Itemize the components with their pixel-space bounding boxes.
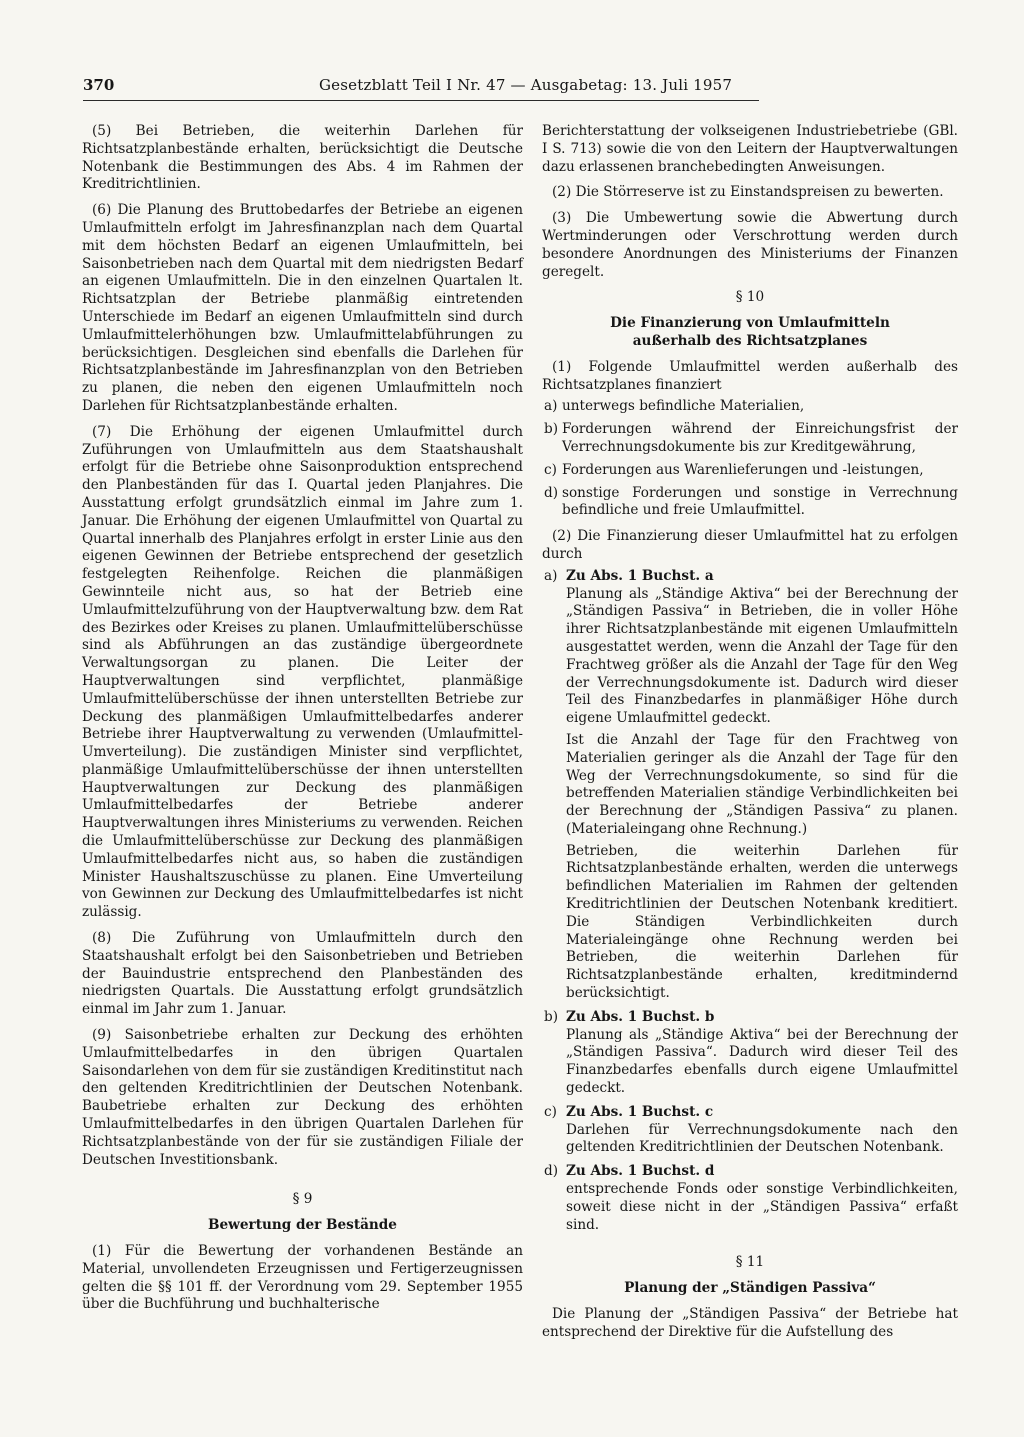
subsection-title: Zu Abs. 1 Buchst. d xyxy=(566,1163,715,1180)
paragraph-8: (8) Die Zuführung von Umlaufmitteln durch den Staatshaushalt erfolgt bei den Saisonbetrieben und Betrieben der Bauindustrie entsprechend den Planbeständen des niedrigsten Quartals. Die Ausstattung erfolgt grundsätzlich einmal im Jahr zum 1. Januar. xyxy=(82,930,523,1018)
section-10-intro: (1) Folgende Umlaufmittel werden außerhalb des Richtsatzplanes finanziert xyxy=(542,358,958,393)
list-item-mark: d) xyxy=(544,484,559,501)
section-9-paragraph-2: (2) Die Störreserve ist zu Einstandspreisen zu bewerten. xyxy=(552,184,944,201)
subsection-mark: c) xyxy=(544,1103,557,1120)
list-item-mark: a) xyxy=(544,398,558,415)
subsection-heading xyxy=(542,1104,958,1122)
subsection-title: Zu Abs. 1 Buchst. a xyxy=(566,567,714,584)
subsection-c xyxy=(542,1104,958,1157)
subsection-mark: a) xyxy=(544,567,558,584)
section-11-number: § 11 xyxy=(735,1254,765,1271)
subsection-heading xyxy=(542,1163,958,1181)
subsection-heading xyxy=(542,568,958,586)
subsection-mark: d) xyxy=(544,1163,559,1180)
section-9-paragraph-3: (3) Die Umbewertung sowie die Abwertung durch Wertminderungen oder Verschrottung werden durch besondere Anordnungen des Ministeriums der Finanzen geregelt. xyxy=(542,210,958,280)
paragraph-5: (5) Bei Betrieben, die weiterhin Darlehen für Richtsatzplanbestände erhalten, berücksichtigt die Deutsche Notenbank die Bestimmungen des Abs. 4 im Rahmen der Kreditrichtlinien. xyxy=(82,123,523,193)
subsection-a xyxy=(542,568,958,1003)
subsection-heading xyxy=(542,1009,958,1027)
left-column xyxy=(82,123,523,1322)
list-item xyxy=(542,398,958,416)
list-item xyxy=(542,485,958,521)
header-title: Gesetzblatt Teil I Nr. 47 — Ausgabetag: 13. Juli 1957 xyxy=(319,76,733,94)
list-item-mark: b) xyxy=(544,421,559,438)
paragraph-6: (6) Die Planung des Bruttobedarfes der Betriebe an eigenen Umlaufmitteln erfolgt im Jahresfinanzplan nach dem Quartal mit dem höchsten Bedarf an eigenen Umlaufmitteln, bei Saisonbetrieben nach dem Quartal mit dem niedrigsten Bedarf an eigenen Umlaufmitteln. Die in den einzelnen Quartalen lt. Richtsatzplan der Betriebe planmäßig eintretenden Unterschiede im Bedarf an eigenen Umlaufmitteln sind durch Umlaufmittelerhöhungen bzw. Umlaufmittelabführungen zu berücksichtigen. Desgleichen sind ebenfalls die Darlehen für Richtsatzplanbestände im Jahresfinanzplan von den Betrieben zu planen, die neben den eigenen Umlaufmitteln noch Darlehen für Richtsatzplanbestände erhalten. xyxy=(82,202,523,414)
section-9-number: § 9 xyxy=(292,1191,313,1208)
section-11-paragraph: Die Planung der „Ständigen Passiva“ der Betriebe hat entsprechend der Direktive für die Aufstellung des xyxy=(542,1306,958,1340)
subsection-title: Zu Abs. 1 Buchst. c xyxy=(566,1103,714,1120)
subsection-text: Planung als „Ständige Aktiva“ bei der Berechnung der „Ständigen Passiva“. Dadurch wird dieser Teil des Finanzbedarfes ebenfalls durch eigene Umlaufmittel gedeckt. xyxy=(566,1026,958,1097)
paragraph-7: (7) Die Erhöhung der eigenen Umlaufmittel durch Zuführungen von Umlaufmitteln aus dem Staatshaushalt erfolgt für die Betriebe ohne Saisonproduktion entsprechend den Planbeständen für das I. Quartal jeden Planjahres. Die Ausstattung erfolgt grundsätzlich einmal im Jahre zum 1. Januar. Die Erhöhung der eigenen Umlaufmittel von Quartal zu Quartal innerhalb des Planjahres erfolgt in erster Linie aus den eigenen Gewinnen der Betriebe entsprechend der gesetzlich festgelegten Reihenfolge. Reichen die planmäßigen Gewinnteile nicht aus, so hat der Betrieb eine Umlaufmittelzuführung von der Hauptverwaltung bzw. dem Rat des Bezirkes oder Kreises zu planen. Umlaufmittelüberschüsse sind als Abführungen an das zuständige übergeordnete Verwaltungsorgan zu planen. Die Leiter der Hauptverwaltungen sind verpflichtet, planmäßige Umlaufmittelüberschüsse der ihnen unterstellten Betriebe zur Deckung des planmäßigen Umlaufmittelbedarfes anderer Betriebe ihrer Hauptverwaltung zu verwenden (Umlaufmittel-Umverteilung). Die zuständigen Minister sind verpflichtet, planmäßige Umlaufmittelüberschüsse der ihnen unterstellten Hauptverwaltungen zur Deckung des planmäßigen Umlaufmittelbedarfes der Betriebe anderer Hauptverwaltungen ihres Ministeriums zu verwenden. Reichen die Umlaufmittelüberschüsse zur Deckung des planmäßigen Umlaufmittelbedarfes nicht aus, so haben die zuständigen Minister Haushaltszuschüsse zu planen. Eine Umverteilung von Gewinnen zur Deckung des Umlaufmittelbedarfes ist nicht zulässig. xyxy=(82,423,523,921)
subsection-text: Planung als „Ständige Aktiva“ bei der Berechnung der „Ständigen Passiva“ in Betrieben, die in voller Höhe ihrer Richtsatzplanbestände mit eigenen Umlaufmitteln ausgestattet werden, wenn die Anzahl der Tage für den Frachtweg größer als die Anzahl der Tage für den Weg der Verrechnungsdokumente ist. Dadurch wird dieser Teil des Finanzbedarfes in planmäßiger Höhe durch eigene Umlaufmittel gedeckt. xyxy=(566,585,958,727)
subsection-title: Zu Abs. 1 Buchst. b xyxy=(566,1008,715,1025)
section-10-number: § 10 xyxy=(735,289,765,306)
continuation-text: Berichterstattung der volkseigenen Industriebetriebe (GBl. I S. 713) sowie die von den Leitern der Hauptverwaltungen dazu erlassenen branchebedingten Anweisungen. xyxy=(542,123,958,175)
section-9-title: Bewertung der Bestände xyxy=(208,1217,397,1234)
list-item-text: Forderungen während der Einreichungsfrist der Verrechnungsdokumente bis zur Kreditgewährung, xyxy=(562,421,958,455)
subsection-text: Betrieben, die weiterhin Darlehen für Richtsatzplanbestände erhalten, werden die unterwegs befindlichen Materialien im Rahmen der geltenden Kreditrichtlinien der Deutschen Notenbank kreditiert. Die Ständigen Verbindlichkeiten durch Materialeingänge ohne Rechnung werden bei Betrieben, die weiterhin Darlehen für Richtsatzplanbestände erhalten, kreditmindernd berücksichtigt. xyxy=(566,842,958,1002)
section-11-title: Planung der „Ständigen Passiva“ xyxy=(624,1280,876,1297)
subsection-text: Darlehen für Verrechnungsdokumente nach den geltenden Kreditrichtlinien der Deutschen Notenbank. xyxy=(566,1121,958,1156)
financing-list xyxy=(542,398,958,520)
page-number: 370 xyxy=(83,76,115,94)
subsection-mark: b) xyxy=(544,1008,559,1025)
spacer xyxy=(82,1177,523,1191)
list-item xyxy=(542,421,958,457)
subsection-text: Ist die Anzahl der Tage für den Frachtweg von Materialien geringer als die Anzahl der Tage für den Weg der Verrechnungsdokumente, so sind für die betreffenden Materialien ständige Verbindlichkeiten bei der Berechnung der „Ständigen Passiva“ zu planen. (Materialeingang ohne Rechnung.) xyxy=(566,731,958,837)
list-item xyxy=(542,462,958,480)
list-item-mark: c) xyxy=(544,461,557,478)
section-9-paragraph-1: (1) Für die Bewertung der vorhandenen Bestände an Material, unvollendeten Erzeugnissen und Fertigerzeugnissen gelten die §§ 101 ff. der Verordnung vom 29. September 1955 über die Buchführung und buchhalterische xyxy=(82,1243,523,1313)
section-10-title-line-1: Die Finanzierung von Umlaufmitteln xyxy=(610,315,890,332)
right-column xyxy=(542,123,958,1350)
section-10-paragraph-2: (2) Die Finanzierung dieser Umlaufmittel hat zu erfolgen durch xyxy=(542,528,958,562)
subsection-b xyxy=(542,1009,958,1098)
list-item-text: unterwegs befindliche Materialien, xyxy=(562,398,805,415)
page-header xyxy=(83,76,759,101)
paragraph-9: (9) Saisonbetriebe erhalten zur Deckung des erhöhten Umlaufmittelbedarfes in den übrigen Quartalen Saisondarlehen von dem für sie zuständigen Kreditinstitut nach den geltenden Kreditrichtlinien der Deutschen Notenbank. Baubetriebe erhalten zur Deckung des erhöhten Umlaufmittelbedarfes in den übrigen Quartalen Darlehen für Richtsatzplanbestände von der für sie zuständigen Filiale der Deutschen Investitionsbank. xyxy=(82,1027,523,1168)
list-item-text: sonstige Forderungen und sonstige in Verrechnung befindliche und freie Umlaufmittel. xyxy=(562,484,958,519)
subsection-d xyxy=(542,1163,958,1234)
section-10-title-line-2: außerhalb des Richtsatzplanes xyxy=(632,332,868,349)
subsection-text: entsprechende Fonds oder sonstige Verbindlichkeiten, soweit diese nicht in der „Ständigen Passiva“ erfaßt sind. xyxy=(566,1181,958,1233)
spacer xyxy=(542,1240,958,1254)
list-item-text: Forderungen aus Warenlieferungen und -leistungen, xyxy=(562,461,924,478)
